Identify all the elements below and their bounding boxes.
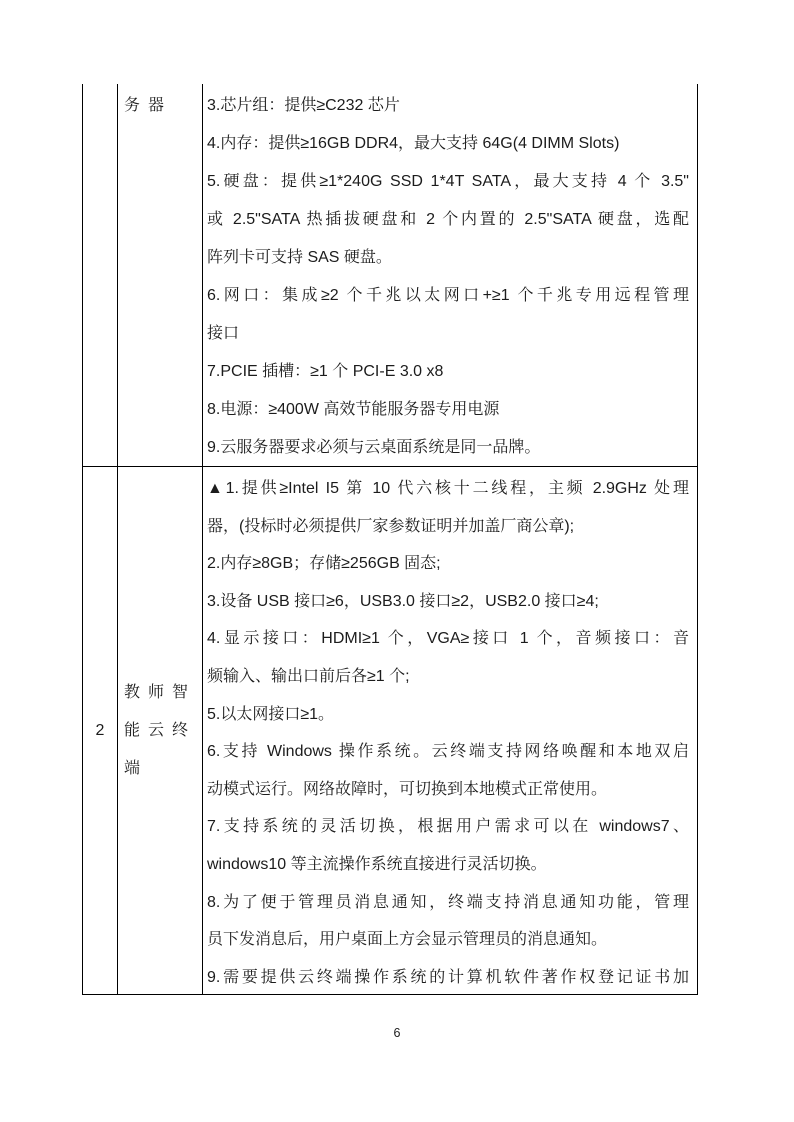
item-name-line: 务器 (124, 97, 173, 114)
spec-line: 9.需要提供云终端操作系统的计算机软件著作权登记证书加 (207, 968, 689, 986)
page-number: 6 (393, 1026, 401, 1040)
spec-line: 动模式运行。网络故障时，可切换到本地模式正常使用。 (207, 780, 608, 798)
spec-line: 9.云服务器要求必须与云桌面系统是同一品牌。 (207, 439, 541, 456)
table-row (83, 467, 697, 995)
item-spec-cell (203, 84, 697, 466)
item-number-cell (83, 84, 118, 466)
item-name-line: 能云终 (124, 721, 197, 739)
spec-line: 7.支持系统的灵活切换，根据用户需求可以在 windows7、 (207, 818, 689, 836)
spec-line: 阵列卡可支持 SAS 硬盘。 (207, 249, 392, 266)
spec-line: 2.内存≥8GB；存储≥256GB 固态; (207, 555, 441, 573)
spec-line: 6.支持 Windows 操作系统。云终端支持网络唤醒和本地双启 (207, 743, 689, 761)
item-spec-cell (203, 467, 697, 994)
spec-line: 5.以太网接口≥1。 (207, 705, 335, 723)
spec-line: 员下发消息后，用户桌面上方会显示管理员的消息通知。 (207, 931, 608, 949)
spec-line: 4.内存：提供≥16GB DDR4，最大支持 64G(4 DIMM Slots) (207, 135, 620, 152)
spec-line: 5.硬盘：提供≥1*240G SSD 1*4T SATA，最大支持 4 个 3.5" (207, 173, 689, 190)
spec-line: 3.设备 USB 接口≥6，USB3.0 接口≥2，USB2.0 接口≥4; (207, 592, 599, 610)
spec-line: 器，(投标时必须提供厂家参数证明并加盖厂商公章); (207, 517, 575, 535)
item-name-cell (118, 467, 203, 994)
spec-line: ▲1.提供≥Intel I5 第 10 代六核十二线程，主频 2.9GHz 处理 (207, 480, 689, 497)
spec-table (82, 84, 698, 995)
spec-line: 4.显示接口：HDMI≥1 个，VGA≥接口 1 个，音频接口：音 (207, 630, 689, 648)
item-name-cell (118, 84, 203, 466)
spec-line: 频输入、输出口前后各≥1 个; (207, 667, 410, 685)
item-name-line: 端 (124, 759, 149, 777)
spec-line: 或 2.5"SATA 热插拔硬盘和 2 个内置的 2.5"SATA 硬盘，选配 (207, 211, 689, 228)
item-number-cell: 2 (83, 467, 118, 994)
spec-line: 3.芯片组：提供≥C232 芯片 (207, 97, 400, 114)
spec-line: 8.电源：≥400W 高效节能服务器专用电源 (207, 401, 500, 418)
spec-line: 接口 (207, 325, 240, 342)
spec-line: 7.PCIE 插槽：≥1 个 PCI-E 3.0 x8 (207, 363, 444, 380)
item-name-line: 教师智 (124, 683, 197, 701)
table-row (83, 84, 697, 467)
spec-line: windows10 等主流操作系统直接进行灵活切换。 (207, 855, 547, 873)
spec-line: 6.网口：集成≥2 个千兆以太网口+≥1 个千兆专用远程管理 (207, 287, 689, 304)
spec-line: 8.为了便于管理员消息通知，终端支持消息通知功能，管理 (207, 893, 689, 911)
